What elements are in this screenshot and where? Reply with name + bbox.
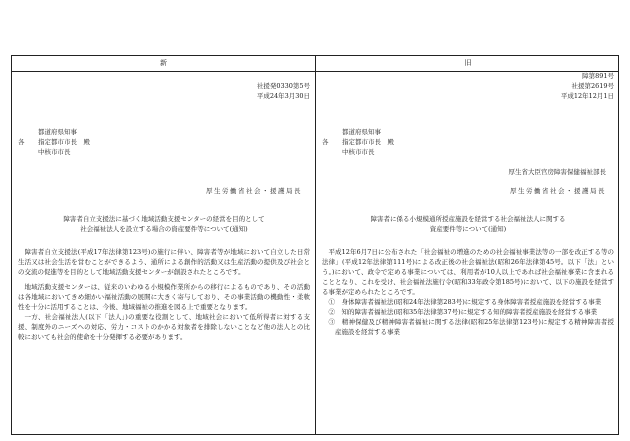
old-body [322,247,614,337]
old-addressee-2: 指定都市市長 殿 [342,138,394,146]
old-date: 平成12年12月1日 [560,92,614,100]
old-paragraph-1: 平成12年6月7日に公布された「社会福祉の増進のための社会福祉事業法等の一部を改正する等の法律」(平成12年法律第111号)による改正後の社会福祉法(昭和26年法律第45号。以下「法」という。)において、政令で定める事業については、利用者が10人以上であれば社会福祉事業に含まれることとなり、これを受け、社会福祉法施行令(昭和33年政令第185号)において、以下の施設を経営する事業が定められたところです。 [322,248,614,296]
old-ref-number-1: 障第891号 [582,72,614,80]
old-subject-line-1: 障害者に係る小規模通所授産施設を経営する社会福祉法人に関する [370,215,566,223]
old-item-1: ① 身体障害者福祉法(昭和24年法律第283号)に規定する身体障害者授産施設を経営する事業 [328,298,602,306]
new-sender: 厚生労働省社会・援護局長 [206,187,302,195]
old-addressee-3: 中核市市長 [342,148,375,156]
comparison-table [11,55,619,435]
old-subject-line-2: 資産要件等について(通知) [429,225,507,233]
old-document-column [316,71,620,434]
new-addressee-3: 中核市市長 [38,148,71,156]
new-body [18,247,310,342]
old-addressee-prefix: 各 [322,138,329,146]
old-ref-number-2: 社援第2619号 [571,82,614,90]
new-document-column [12,71,316,434]
new-date: 平成24年3月30日 [256,92,310,100]
new-paragraph-1: 障害者自立支援法(平成17年法律第123号)の施行に伴い、障害者等が地域において自立した日常生活又は社会生活を営むことができるよう、通所による創作的活動又は生産活動の提供及び社会との交流の促進等を目的として地域活動支援センターが創設されたところです。 [18,248,310,276]
new-subject-line-1: 障害者自立支援法に基づく地域活動支援センターの経営を目的として [63,215,265,223]
new-addressee-prefix: 各 [18,138,25,146]
old-sender-2: 厚生労働省社会・援護局長 [510,187,606,195]
new-ref-number: 社援発0330第5号 [256,82,310,90]
old-item-3: ③ 精神保健及び精神障害者福祉に関する法律(昭和25年法律第123号)に規定する精神障害者授産施設を経営する事業 [328,318,614,336]
old-addressee-1: 都道府県知事 [342,128,381,136]
old-sender-1: 厚生省大臣官房障害保健福祉部長 [508,168,606,176]
new-addressee-2: 指定都市市長 殿 [38,138,90,146]
column-header-new: 新 [12,56,316,71]
new-subject-line-2: 社会福祉法人を設立する場合の資産要件等について(通知) [80,225,248,233]
new-paragraph-3: 一方、社会福祉法人(以下「法人」)の重要な役割として、地域社会において低所得者に対する支援、制度外のニーズへの対応、労力・コストのかかる対象者を排除しないことなど他の法人との比較においても社会的使命を十分発揮する必要があります。 [18,313,310,341]
new-paragraph-2: 地域活動支援センターは、従来のいわゆる小規模作業所からの移行によるものであり、その活動は各地域においてきめ細かい福祉活動の展開に大きく寄与しており、その事業活動の機動性・柔軟性を十分に活用することは、今後、地域福祉の推進を図る上で重要となります。 [18,283,310,311]
column-header-old: 旧 [464,59,472,67]
page-top-margin [0,0,630,55]
table-header-row [12,56,618,72]
old-item-2: ② 知的障害者福祉法(昭和35年法律第37号)に規定する知的障害者授産施設を経営する事業 [328,308,598,316]
new-addressee-1: 都道府県知事 [38,128,77,136]
